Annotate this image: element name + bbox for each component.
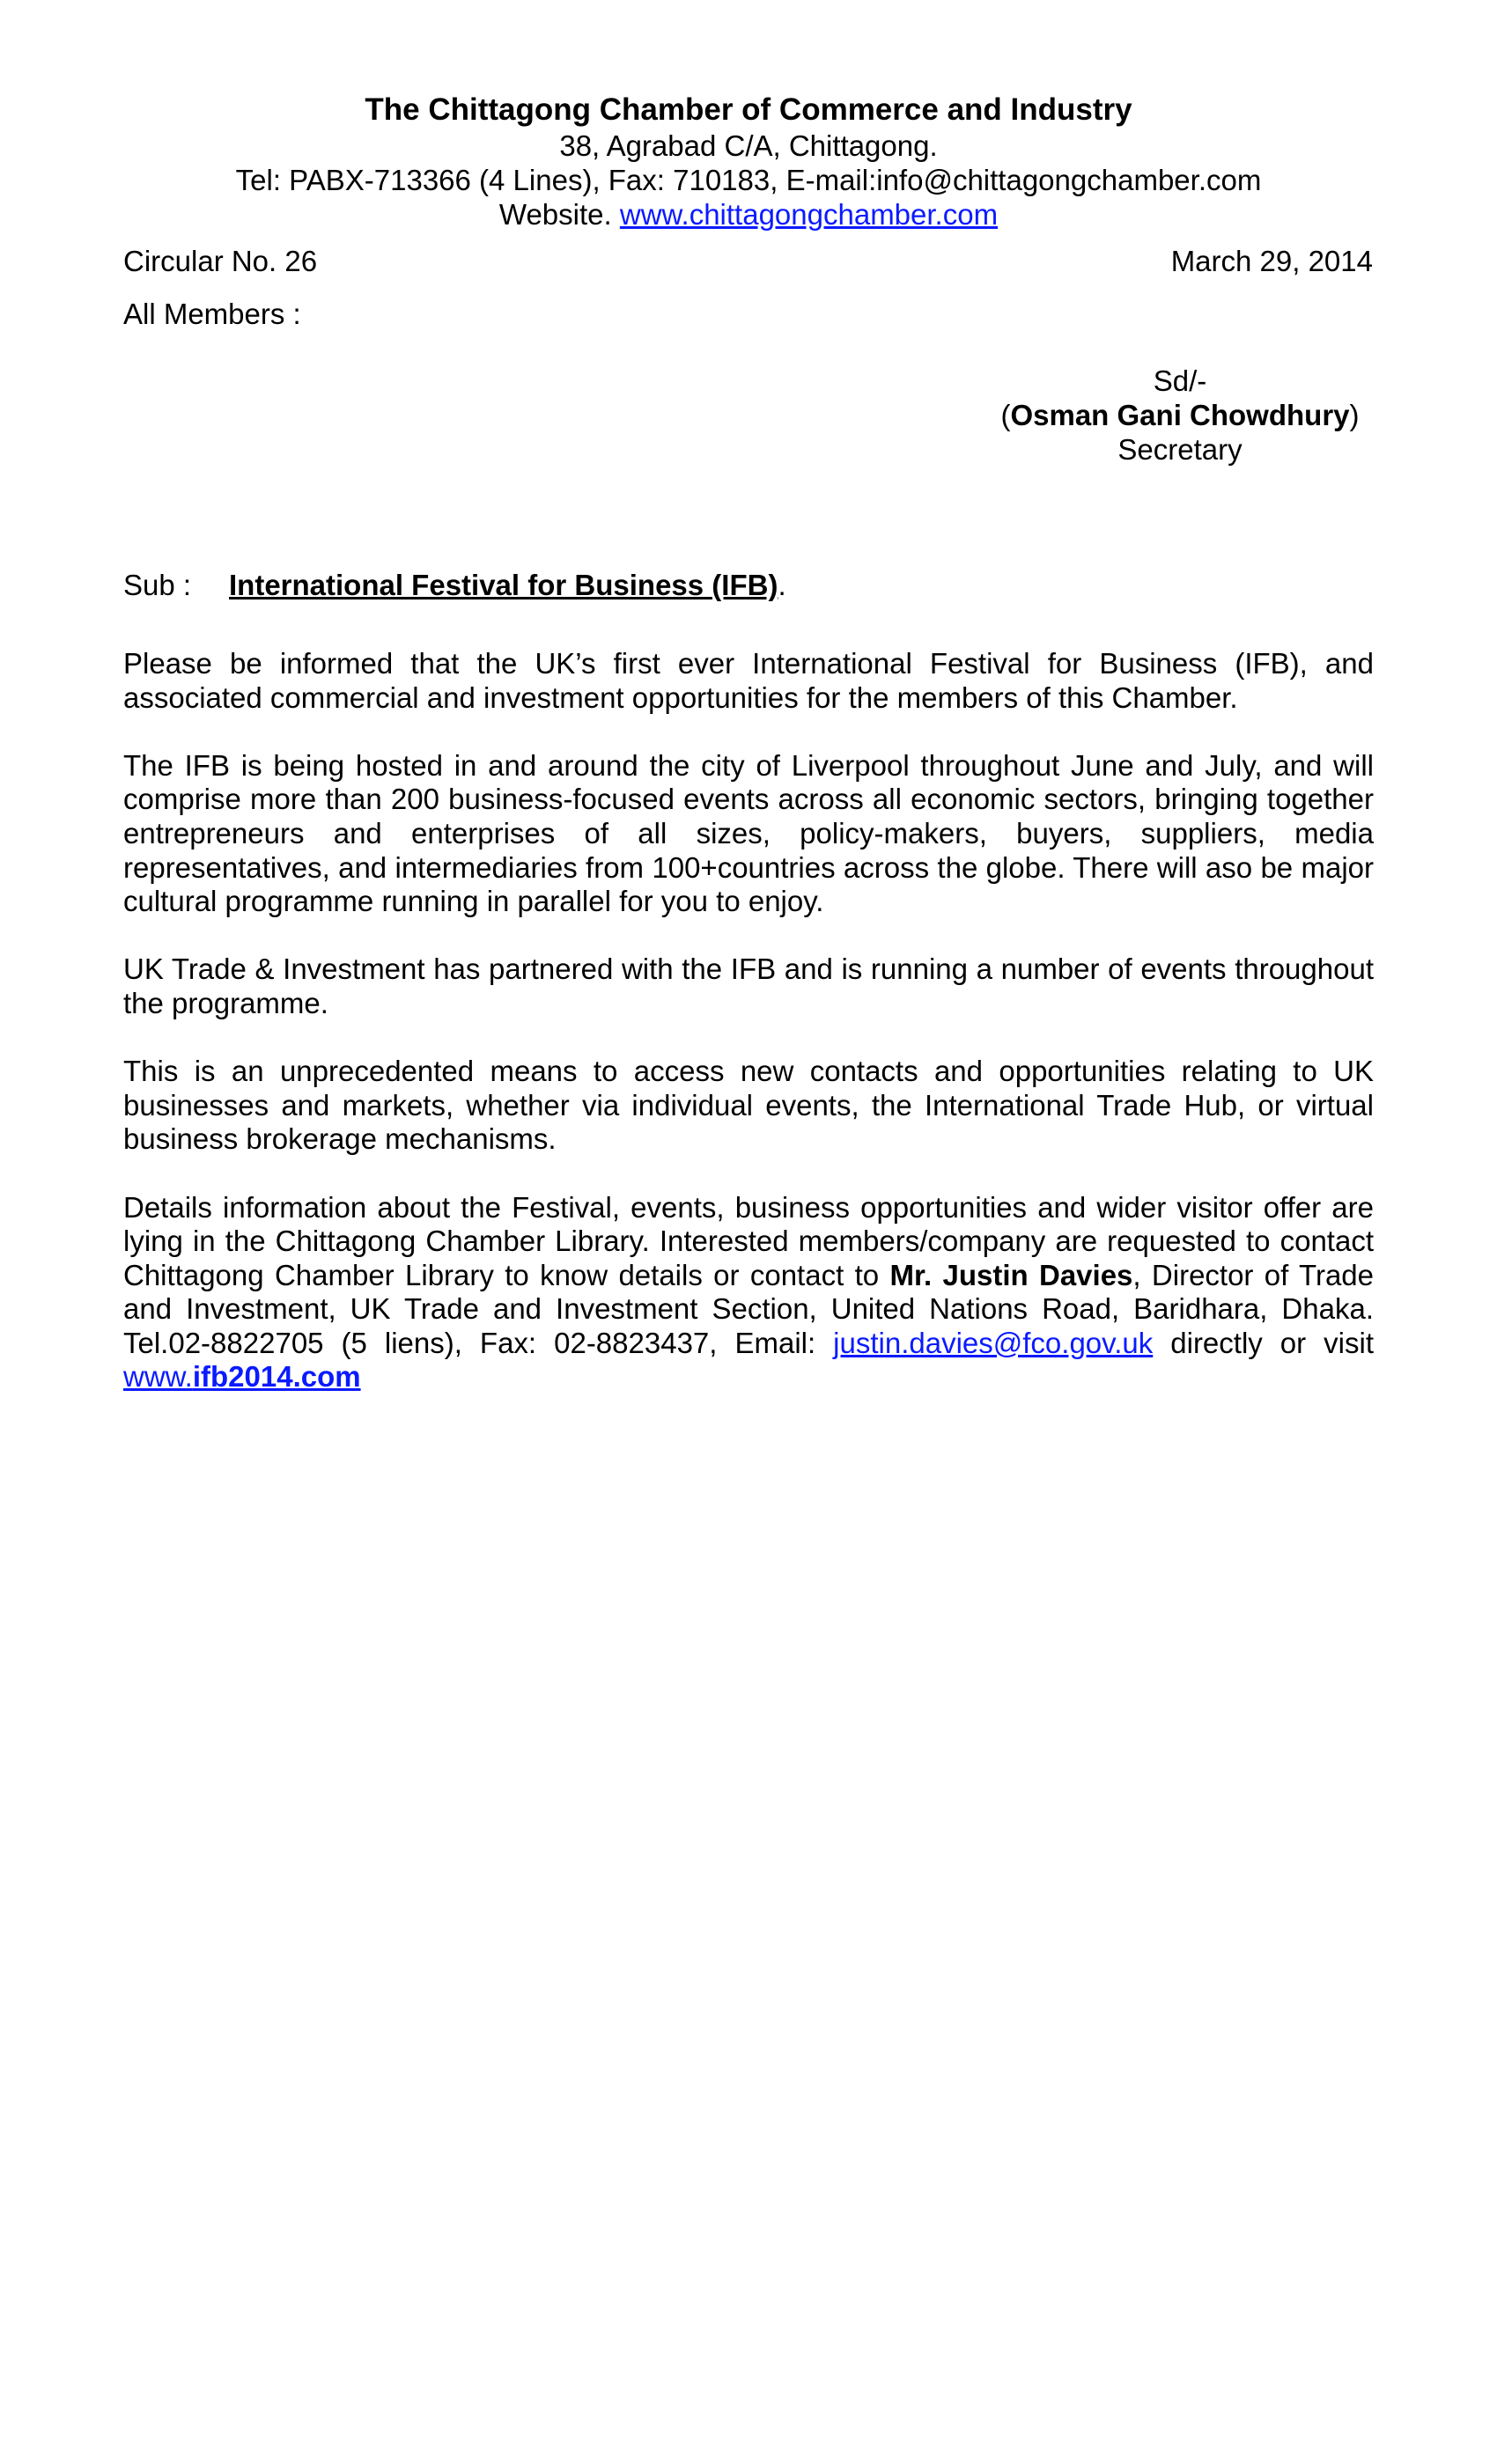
circular-info-row (123, 244, 1374, 279)
recipients: All Members : (123, 298, 301, 330)
signature-block (951, 364, 1409, 467)
website-link[interactable]: www.chittagongchamber.com (619, 198, 999, 231)
signatory-title: Secretary (1117, 433, 1243, 466)
circular-body (123, 647, 1374, 1394)
ifb-website-link[interactable] (123, 1360, 361, 1393)
circular-number: Circular No. 26 (123, 245, 318, 277)
paragraph-ukti: UK Trade & Investment has partnered with the IFB and is running a number of events throughout the programme. (123, 953, 1374, 1019)
paragraph-intro: Please be informed that the UK’s first ever International Festival for Business (IFB), and associated commercial and investment opportunities for the members of this Chamber. (123, 647, 1374, 714)
signatory-line (951, 398, 1409, 432)
ifb-url-prefix: www. (123, 1360, 193, 1394)
organization-name: The Chittagong Chamber of Commerce and Industry (365, 92, 1132, 127)
contact-text-b: , Director of Trade and Investment, UK Trade and Investment Section, United Nations Road, Baridhara, Dhaka. Tel.02-8822705 (5 liens), Fax: 02-8823437, Email: (123, 1258, 1375, 1359)
contact-person-name: Mr. Justin Davies (889, 1258, 1133, 1291)
contact-email-link[interactable]: justin.davies@fco.gov.uk (833, 1326, 1154, 1359)
paragraph-contact (123, 1191, 1374, 1395)
paragraph-ifb-details: The IFB is being hosted in and around the city of Liverpool throughout June and July, and will comprise more than 200 business-focused events across all economic sectors, bringing together entrepreneurs and enterprises of all sizes, policy-makers, buyers, suppliers, media representatives, and intermediaries from 100+countries across the globe. There will aso be major cultural programme running in parallel for you to enjoy. (123, 748, 1374, 918)
organization-contact: Tel: PABX-713366 (4 Lines), Fax: 710183, E-mail:info@chittagongchamber.com (235, 164, 1262, 196)
circular-date: March 29, 2014 (1170, 245, 1373, 277)
contact-text-a: Details information about the Festival, events, business opportunities and wider visitor offer are lying in the Chittagong Chamber Library. Interested members/company are requested to contact Chittagong Chamber Library to know details or contact to (123, 1190, 1374, 1291)
website-line (123, 197, 1374, 232)
letterhead (123, 92, 1374, 232)
website-label: Website. (498, 198, 620, 231)
signatory-name: Osman Gani Chowdhury (1010, 399, 1350, 431)
organization-address: 38, Agrabad C/A, Chittagong. (559, 129, 938, 162)
paren-open: ( (1000, 399, 1011, 431)
subject-trail: . (778, 569, 786, 601)
subject-text: International Festival for Business (IFB) (229, 569, 778, 601)
subject-line (123, 568, 786, 602)
paren-close: ) (1349, 399, 1360, 431)
subject-label: Sub : (123, 569, 192, 601)
contact-text-c: directly or visit (1153, 1326, 1374, 1359)
signature-sd: Sd/- (1153, 364, 1207, 397)
paragraph-opportunities: This is an unprecedented means to access new contacts and opportunities relating to UK businesses and markets, whether via individual events, the International Trade Hub, or virtual business brokerage mechanisms. (123, 1055, 1374, 1156)
ifb-url-domain: ifb2014.com (192, 1360, 361, 1394)
